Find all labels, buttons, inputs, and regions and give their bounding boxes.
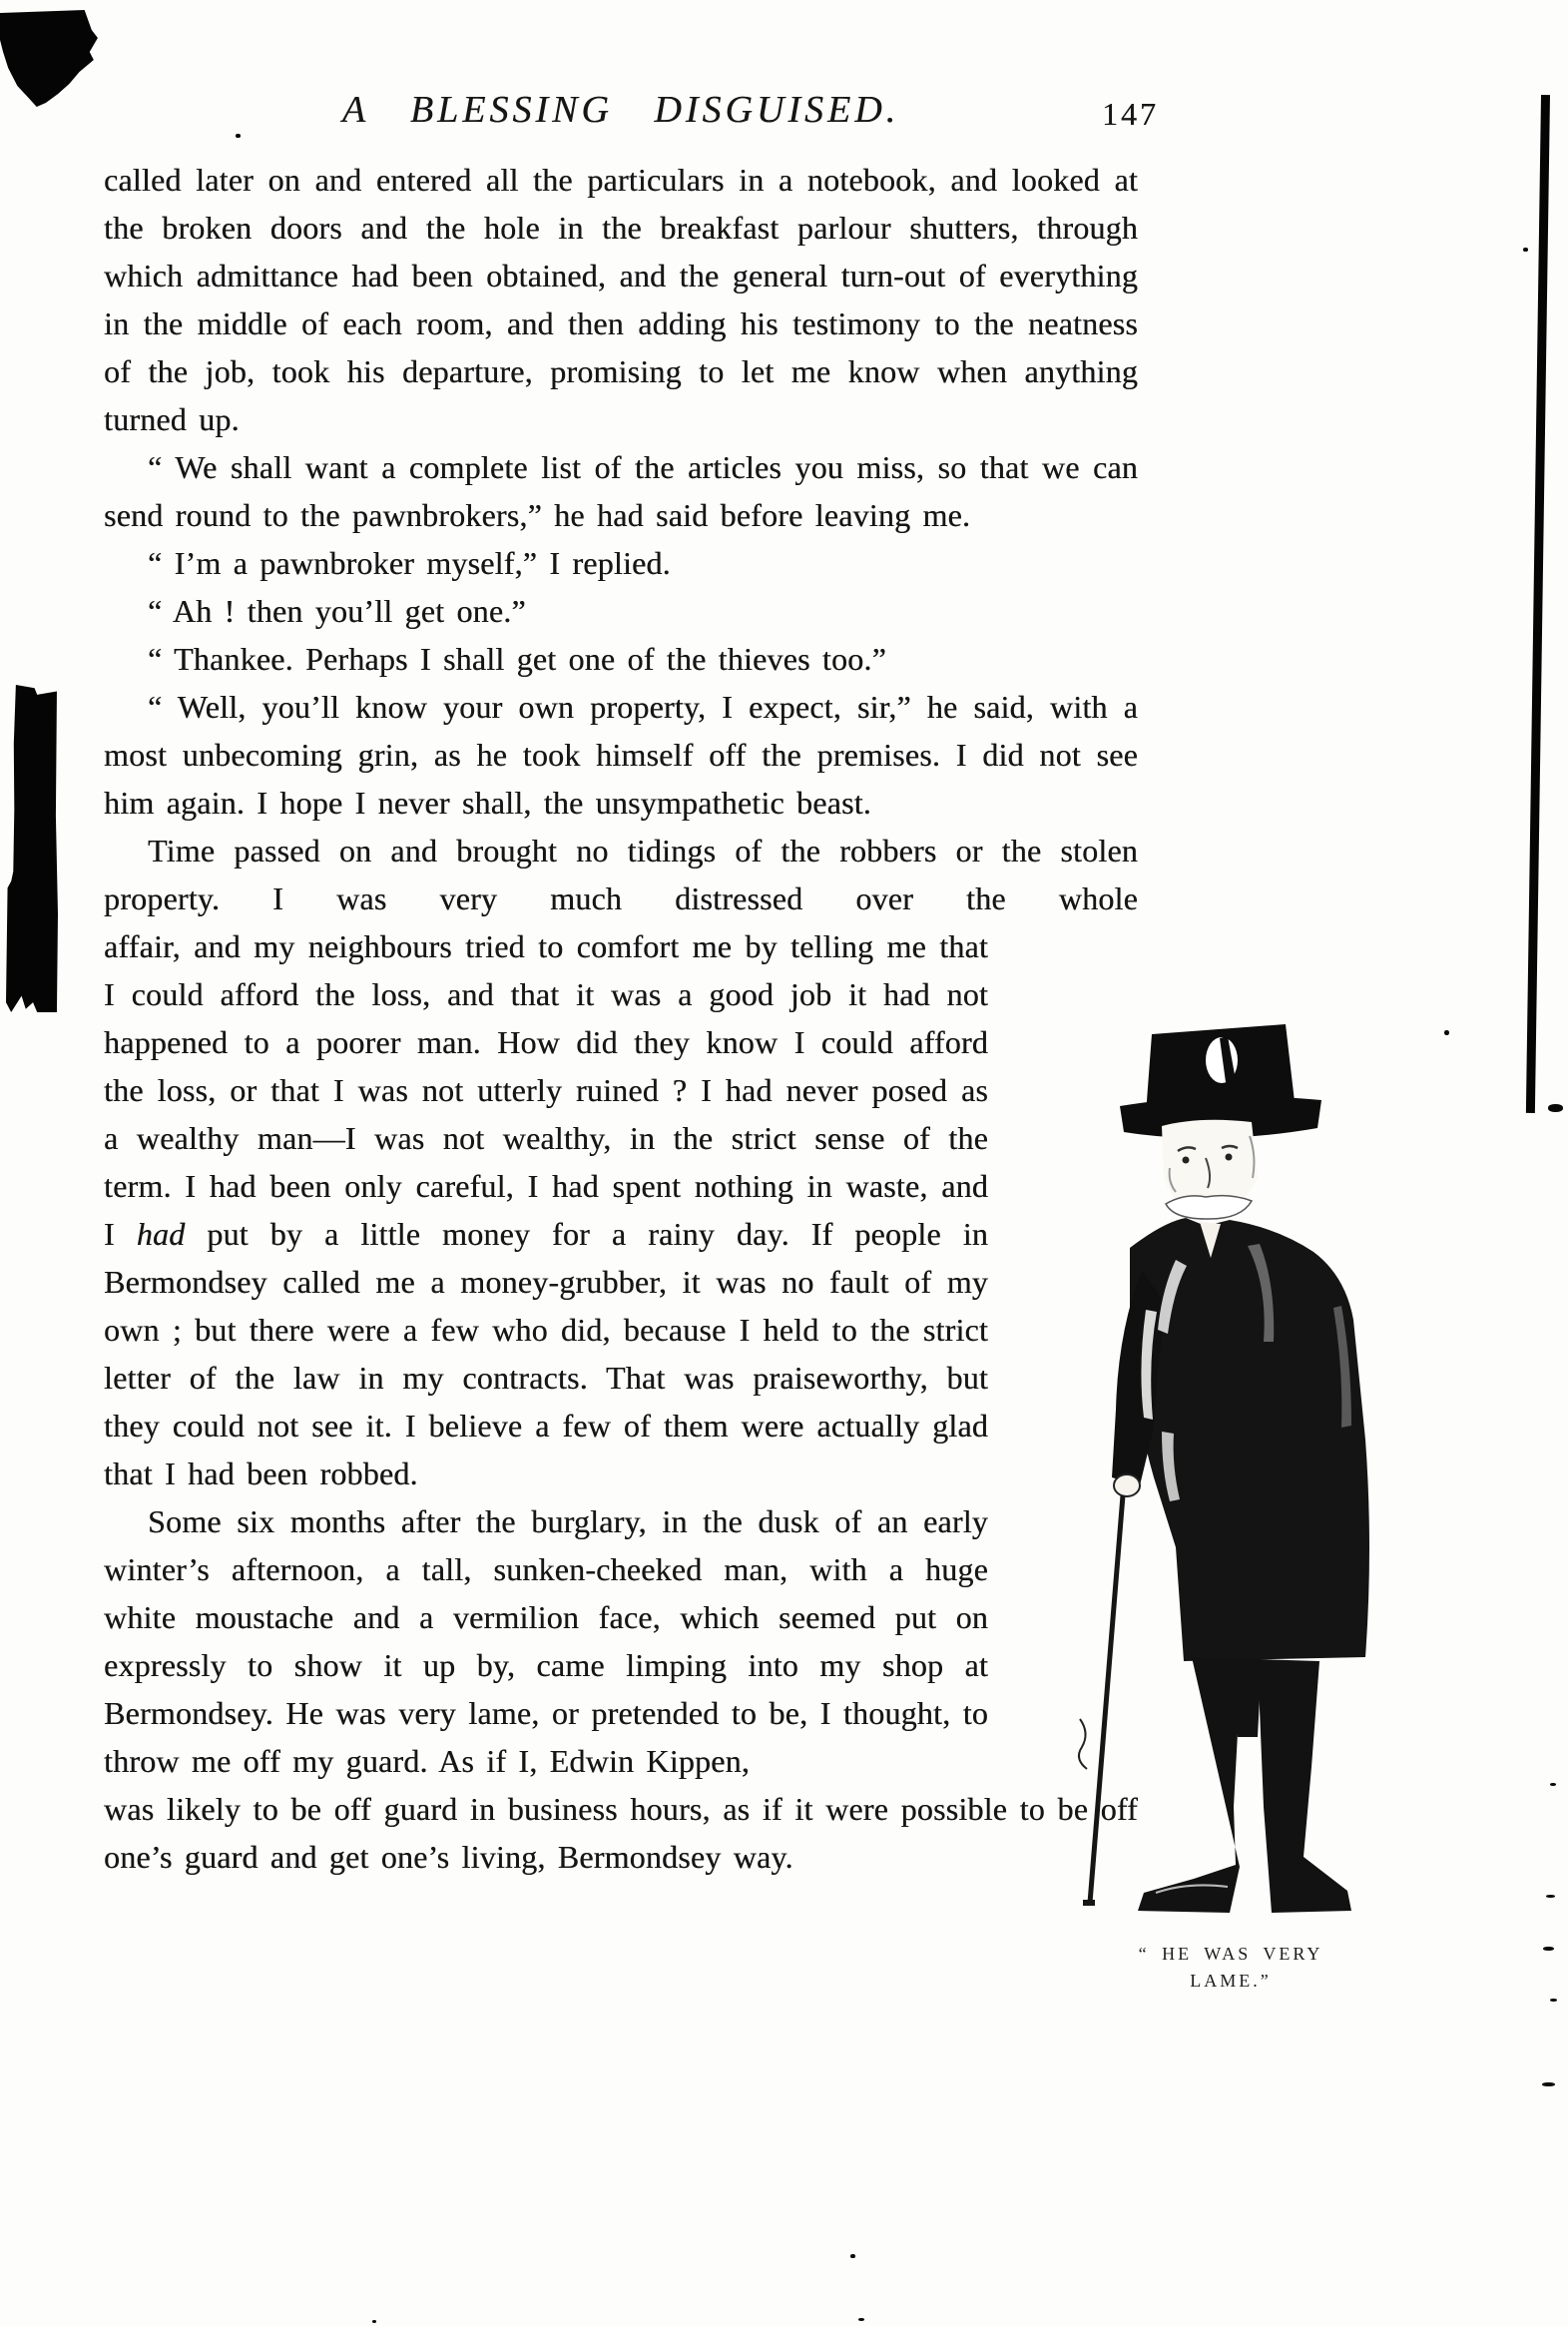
paragraph-6: “ Well, you’ll know your own property, I expect, sir,” he said, with a most unbecoming grin, as he took himself off the premises. I did not see him again. I hope I never shall, the unsympathetic beast. <box>104 689 1138 821</box>
ink-bar-left-margin <box>6 685 58 1012</box>
ink-strip-right-margin <box>1526 95 1550 1113</box>
ink-speck <box>372 2320 376 2323</box>
paragraph-3: “ I’m a pawnbroker myself,” I replied. <box>148 545 671 581</box>
paragraph-7-text-end: put by a little money for a rainy day. If people in Bermondsey called me a money-grubber, it was no fault of my own ; but there were a few who did, because I held to the strict letter of the law in my contracts. That was praiseworthy, but they could not see it. I believe a few of them were actually glad that I had been robbed. <box>104 1216 988 1491</box>
paragraph-2: “ We shall want a complete list of the articles you miss, so that we can send round to the pawnbrokers,” he had said before leaving me. <box>104 449 1138 533</box>
ink-blob-top-left <box>0 10 102 110</box>
paragraph-5: “ Thankee. Perhaps I shall get one of the thieves too.” <box>148 641 886 677</box>
paragraph-8-wide-part: was likely to be off guard in business hours, as if it were possible to be off one’s guard and get one’s living, Bermondsey way. <box>104 1791 1138 1875</box>
text-wrapping-illustration <box>104 922 988 1785</box>
illustration-caption <box>1034 1941 1469 1995</box>
page-title: A BLESSING DISGUISED. <box>341 89 900 131</box>
ink-speck <box>1550 1999 1557 2002</box>
ink-speck <box>236 134 241 138</box>
lame-man-illustration <box>1034 1008 1469 1937</box>
paragraph-1: called later on and entered all the particulars in a notebook, and looked at the broken doors and the hole in the breakfast parlour shutters, through which admittance had been obtained, and the general turn-out of everything in the middle of each room, and then adding his testimony to the neatness of the job, took his departure, promising to let me know when anything turned up. <box>104 162 1138 437</box>
ink-speck <box>1523 248 1528 252</box>
ink-speck <box>1548 1104 1563 1112</box>
ink-speck <box>858 2318 864 2321</box>
italic-word-had: had <box>136 1216 186 1252</box>
artist-signature <box>1079 1719 1087 1769</box>
paragraph-8-narrow-part: Some six months after the burglary, in the dusk of an early winter’s afternoon, a tall, sunken-cheeked man, with a huge white moustache and a vermilion face, which seemed put on expressly to show it up by, came limping into my shop at Bermondsey. He was very lame, or pretended to be, I thought, to throw me off my guard. As if I, Edwin Kippen, <box>104 1503 988 1779</box>
ink-speck <box>1542 2082 1555 2086</box>
ink-speck <box>1444 1030 1449 1035</box>
paragraph-7-narrow-part <box>104 922 988 1497</box>
ink-speck <box>1550 1783 1556 1786</box>
paragraph-4: “ Ah ! then you’ll get one.” <box>148 593 526 629</box>
body-text <box>104 156 1138 1881</box>
cane <box>1079 1474 1140 1906</box>
page-number: 147 <box>1102 96 1159 132</box>
boots <box>1138 1657 1351 1913</box>
caption-line-1: “ HE WAS VERY <box>1138 1944 1323 1964</box>
overcoat <box>1112 1218 1369 1661</box>
paragraph-7-text: affair, and my neighbours tried to comfort me by telling me that I could afford the loss, and that it was a good job it had not happened to a poorer man. How did they know I could afford the loss, or that I was not utterly ruined ? I had never posed as a wealthy man—I was not wealthy, in the strict sense of the term. I had been only careful, I had spent nothing in waste, and I <box>104 928 988 1252</box>
ink-speck <box>850 2254 855 2258</box>
paragraph-7-wide-part: Time passed on and brought no tidings of the robbers or the stolen property. I was very much distressed over the whole <box>104 833 1138 916</box>
ink-speck <box>1546 1895 1555 1898</box>
ink-speck <box>1543 1947 1554 1951</box>
caption-line-2: LAME.” <box>1190 1971 1272 1991</box>
face <box>1162 1120 1258 1230</box>
illustration-figure <box>1034 1008 1469 2019</box>
